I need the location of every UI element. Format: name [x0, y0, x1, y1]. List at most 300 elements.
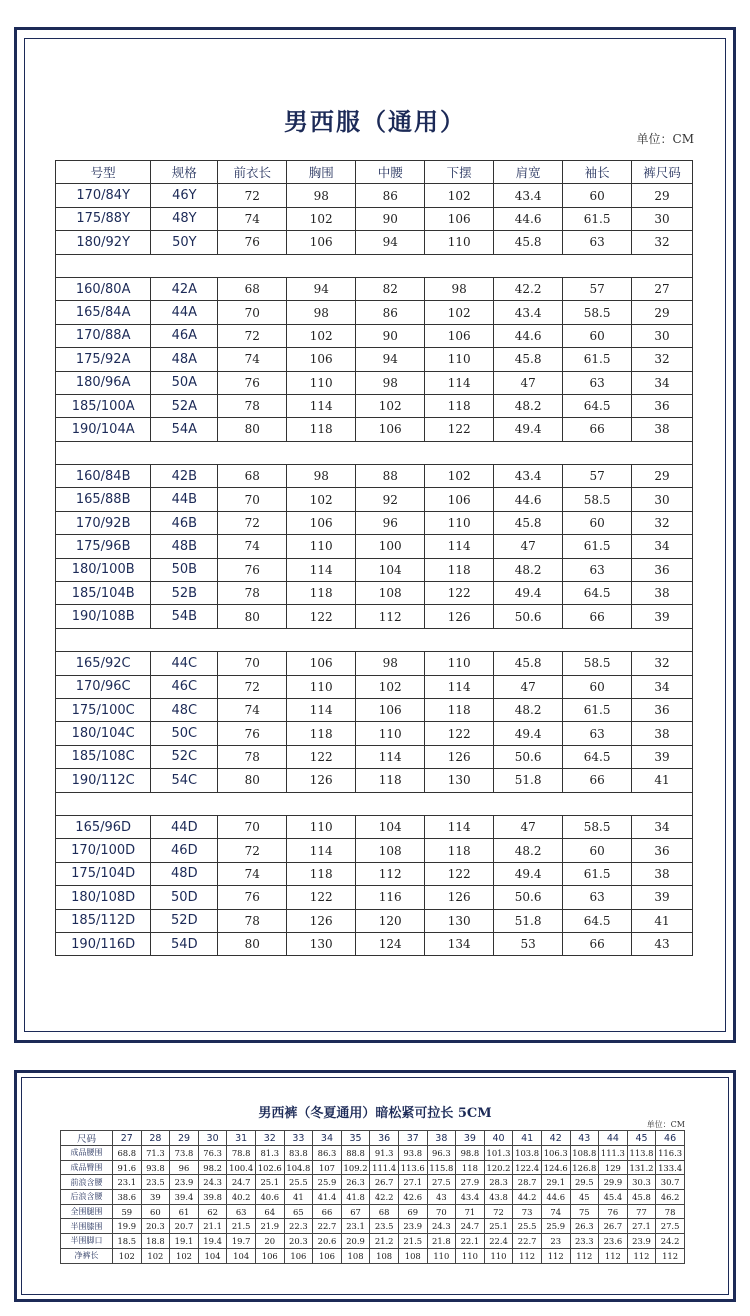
table-cell: 52A	[151, 394, 218, 417]
table-cell: 29.1	[541, 1175, 570, 1190]
table-row	[61, 1175, 685, 1190]
table-cell: 43.8	[484, 1190, 513, 1205]
table-cell: 48Y	[151, 207, 218, 230]
table-cell: 46.2	[656, 1190, 685, 1205]
table-cell: 60	[563, 839, 632, 862]
table-cell: 22.3	[284, 1219, 313, 1234]
table-cell: 80	[218, 932, 287, 955]
table-cell: 48.2	[494, 394, 563, 417]
group-separator-row	[56, 628, 693, 651]
table-cell: 63	[563, 886, 632, 909]
table-cell: 21.1	[198, 1219, 227, 1234]
table-cell: 20.7	[170, 1219, 199, 1234]
table-row	[56, 465, 693, 488]
group-separator-row	[56, 792, 693, 815]
table-cell: 30.3	[627, 1175, 656, 1190]
table-row	[61, 1190, 685, 1205]
size-header: 37	[398, 1131, 427, 1146]
column-header: 尺码	[61, 1131, 113, 1146]
column-header: 胸围	[287, 161, 356, 184]
table-cell: 44B	[151, 488, 218, 511]
table-cell: 44.6	[494, 324, 563, 347]
table-cell: 24.3	[427, 1219, 456, 1234]
table-cell: 118	[287, 862, 356, 885]
table-cell: 83.8	[284, 1146, 313, 1161]
column-header: 号型	[56, 161, 151, 184]
table-cell: 94	[356, 231, 425, 254]
table-cell: 38	[632, 722, 693, 745]
table-cell: 63	[563, 371, 632, 394]
table-cell: 32	[632, 652, 693, 675]
table-cell: 26.3	[341, 1175, 370, 1190]
table-cell: 40.2	[227, 1190, 256, 1205]
table-cell: 65	[284, 1204, 313, 1219]
table-cell: 78	[218, 582, 287, 605]
size-header: 46	[656, 1131, 685, 1146]
table-cell: 73	[513, 1204, 542, 1219]
table-cell: 21.5	[227, 1219, 256, 1234]
table-cell: 94	[287, 277, 356, 300]
table-cell: 23.1	[341, 1219, 370, 1234]
table-cell: 72	[218, 675, 287, 698]
table-cell: 76.3	[198, 1146, 227, 1161]
table-cell: 27.1	[627, 1219, 656, 1234]
table-cell: 126	[287, 909, 356, 932]
table-cell: 48A	[151, 348, 218, 371]
size-header: 27	[113, 1131, 142, 1146]
table-cell: 44A	[151, 301, 218, 324]
table-cell: 114	[425, 675, 494, 698]
table-cell: 104.8	[284, 1160, 313, 1175]
table-row	[56, 605, 693, 628]
table-cell: 110	[425, 652, 494, 675]
table-row	[56, 511, 693, 534]
table-cell: 46A	[151, 324, 218, 347]
table-cell: 51.8	[494, 909, 563, 932]
table-row	[56, 277, 693, 300]
table-cell: 68.8	[113, 1146, 142, 1161]
table-cell: 29	[632, 465, 693, 488]
table-cell: 106	[425, 488, 494, 511]
table-cell: 43	[632, 932, 693, 955]
table-cell: 30	[632, 207, 693, 230]
table-cell: 48.2	[494, 558, 563, 581]
table-cell: 88.8	[341, 1146, 370, 1161]
table-cell: 48B	[151, 535, 218, 558]
table-cell: 103.8	[513, 1146, 542, 1161]
table-cell: 111.4	[370, 1160, 399, 1175]
table-cell: 45.4	[599, 1190, 628, 1205]
table-cell: 100	[356, 535, 425, 558]
table-cell: 19.4	[198, 1234, 227, 1249]
table-cell: 76	[218, 371, 287, 394]
table-cell: 61.5	[563, 535, 632, 558]
table-cell: 74	[218, 207, 287, 230]
table-cell: 185/104B	[56, 582, 151, 605]
column-header: 规格	[151, 161, 218, 184]
table-cell: 64.5	[563, 582, 632, 605]
size-header: 44	[599, 1131, 628, 1146]
table-cell: 111.3	[599, 1146, 628, 1161]
table-cell: 25.1	[255, 1175, 284, 1190]
table-cell: 190/116D	[56, 932, 151, 955]
table-cell: 52C	[151, 745, 218, 768]
table-cell: 61.5	[563, 207, 632, 230]
table-row	[61, 1248, 685, 1263]
table-cell: 36	[632, 698, 693, 721]
table-cell: 63	[563, 558, 632, 581]
table-cell: 52B	[151, 582, 218, 605]
table-row	[56, 488, 693, 511]
table-cell: 42.2	[494, 277, 563, 300]
table-cell: 75	[570, 1204, 599, 1219]
table-cell: 38	[632, 862, 693, 885]
table-cell: 42.6	[398, 1190, 427, 1205]
table-cell: 25.5	[284, 1175, 313, 1190]
table-cell: 38	[632, 418, 693, 441]
size-header: 30	[198, 1131, 227, 1146]
trousers-table-header	[61, 1131, 685, 1146]
table-cell: 45.8	[494, 231, 563, 254]
table-cell: 54D	[151, 932, 218, 955]
table-cell: 114	[287, 558, 356, 581]
table-cell: 116	[356, 886, 425, 909]
separator-cell	[56, 254, 693, 277]
table-cell: 104	[356, 815, 425, 838]
table-cell: 170/88A	[56, 324, 151, 347]
table-cell: 64.5	[563, 909, 632, 932]
table-cell: 23.5	[141, 1175, 170, 1190]
table-cell: 63	[563, 231, 632, 254]
table-cell: 43.4	[494, 301, 563, 324]
table-cell: 71.3	[141, 1146, 170, 1161]
table-cell: 50B	[151, 558, 218, 581]
table-cell: 90	[356, 207, 425, 230]
table-cell: 62	[198, 1204, 227, 1219]
table-row	[56, 886, 693, 909]
table-cell: 72	[218, 324, 287, 347]
table-cell: 110	[287, 535, 356, 558]
table-cell: 29.9	[599, 1175, 628, 1190]
table-cell: 118	[287, 418, 356, 441]
table-cell: 120.2	[484, 1160, 513, 1175]
table-row	[56, 722, 693, 745]
table-cell: 108.8	[570, 1146, 599, 1161]
table-cell: 24.2	[656, 1234, 685, 1249]
table-row	[56, 932, 693, 955]
table-cell: 110	[287, 675, 356, 698]
table-cell: 26.3	[570, 1219, 599, 1234]
size-header: 39	[456, 1131, 485, 1146]
table-cell: 53	[494, 932, 563, 955]
table-row	[56, 418, 693, 441]
row-label: 后浪含腰	[61, 1190, 113, 1205]
table-row	[56, 815, 693, 838]
table-row	[56, 394, 693, 417]
table-cell: 190/112C	[56, 769, 151, 792]
table-cell: 112	[356, 605, 425, 628]
table-cell: 170/100D	[56, 839, 151, 862]
size-header: 29	[170, 1131, 199, 1146]
row-label: 半围脚口	[61, 1234, 113, 1249]
table-cell: 27.9	[456, 1175, 485, 1190]
table-cell: 41.4	[313, 1190, 342, 1205]
table-cell: 110	[287, 371, 356, 394]
table-cell: 122	[287, 605, 356, 628]
table-cell: 58.5	[563, 488, 632, 511]
table-cell: 61.5	[563, 698, 632, 721]
table-row	[56, 698, 693, 721]
table-cell: 28.7	[513, 1175, 542, 1190]
table-cell: 74	[541, 1204, 570, 1219]
table-cell: 107	[313, 1160, 342, 1175]
table-row	[61, 1219, 685, 1234]
table-cell: 42.2	[370, 1190, 399, 1205]
table-cell: 43.4	[494, 465, 563, 488]
table-cell: 70	[218, 488, 287, 511]
column-header: 下摆	[425, 161, 494, 184]
size-header: 36	[370, 1131, 399, 1146]
size-header: 41	[513, 1131, 542, 1146]
table-cell: 112	[599, 1248, 628, 1263]
table-cell: 112	[541, 1248, 570, 1263]
column-header: 裤尺码	[632, 161, 693, 184]
table-cell: 41	[284, 1190, 313, 1205]
table-cell: 69	[398, 1204, 427, 1219]
table-cell: 41	[632, 909, 693, 932]
jacket-size-table	[55, 160, 693, 956]
table-cell: 131.2	[627, 1160, 656, 1175]
table-cell: 30	[632, 488, 693, 511]
table-cell: 114	[287, 394, 356, 417]
table-cell: 102	[287, 488, 356, 511]
table-cell: 106	[425, 207, 494, 230]
table-cell: 165/84A	[56, 301, 151, 324]
table-cell: 120	[356, 909, 425, 932]
table-cell: 21.8	[427, 1234, 456, 1249]
table-row	[56, 862, 693, 885]
table-cell: 118	[356, 769, 425, 792]
table-cell: 190/108B	[56, 605, 151, 628]
table-cell: 98.8	[456, 1146, 485, 1161]
table-cell: 70	[218, 652, 287, 675]
table-cell: 93.8	[141, 1160, 170, 1175]
table-cell: 42B	[151, 465, 218, 488]
table-cell: 45.8	[494, 652, 563, 675]
table-cell: 165/88B	[56, 488, 151, 511]
table-cell: 80	[218, 769, 287, 792]
table-cell: 185/108C	[56, 745, 151, 768]
table-cell: 110	[456, 1248, 485, 1263]
table-cell: 185/112D	[56, 909, 151, 932]
table-cell: 61.5	[563, 348, 632, 371]
table-cell: 74	[218, 535, 287, 558]
table-cell: 86	[356, 184, 425, 207]
table-cell: 34	[632, 815, 693, 838]
table-cell: 102	[425, 465, 494, 488]
table-cell: 39	[632, 886, 693, 909]
table-cell: 29	[632, 301, 693, 324]
table-cell: 98	[287, 301, 356, 324]
table-cell: 102	[141, 1248, 170, 1263]
table-cell: 104	[356, 558, 425, 581]
table-cell: 106	[287, 348, 356, 371]
table-cell: 22.4	[484, 1234, 513, 1249]
table-cell: 134	[425, 932, 494, 955]
table-cell: 80	[218, 418, 287, 441]
table-cell: 72	[218, 839, 287, 862]
table-cell: 66	[563, 418, 632, 441]
table-cell: 64.5	[563, 394, 632, 417]
table-cell: 110	[287, 815, 356, 838]
table-cell: 57	[563, 277, 632, 300]
table-cell: 46C	[151, 675, 218, 698]
size-header: 32	[255, 1131, 284, 1146]
row-label: 净裤长	[61, 1248, 113, 1263]
table-cell: 98	[356, 652, 425, 675]
table-cell: 106	[356, 418, 425, 441]
table-cell: 106.3	[541, 1146, 570, 1161]
table-cell: 112	[656, 1248, 685, 1263]
size-header: 35	[341, 1131, 370, 1146]
table-cell: 72	[218, 184, 287, 207]
table-cell: 18.5	[113, 1234, 142, 1249]
table-cell: 54A	[151, 418, 218, 441]
table-cell: 110	[356, 722, 425, 745]
table-cell: 106	[313, 1248, 342, 1263]
table-cell: 90	[356, 324, 425, 347]
table-row	[56, 371, 693, 394]
table-cell: 124	[356, 932, 425, 955]
table-cell: 118	[425, 558, 494, 581]
table-cell: 175/92A	[56, 348, 151, 371]
table-cell: 20.3	[284, 1234, 313, 1249]
table-cell: 23.3	[570, 1234, 599, 1249]
table-cell: 32	[632, 348, 693, 371]
table-row	[56, 207, 693, 230]
table-cell: 102	[287, 207, 356, 230]
table-cell: 96	[170, 1160, 199, 1175]
table-cell: 34	[632, 535, 693, 558]
table-cell: 47	[494, 815, 563, 838]
table-cell: 160/80A	[56, 277, 151, 300]
table-cell: 50A	[151, 371, 218, 394]
table-cell: 47	[494, 535, 563, 558]
table-cell: 130	[425, 769, 494, 792]
table-cell: 76	[218, 231, 287, 254]
table-cell: 190/104A	[56, 418, 151, 441]
table-cell: 82	[356, 277, 425, 300]
table-cell: 38.6	[113, 1190, 142, 1205]
table-cell: 60	[563, 324, 632, 347]
size-header: 43	[570, 1131, 599, 1146]
table-row	[56, 535, 693, 558]
row-label: 成品腰围	[61, 1146, 113, 1161]
table-cell: 180/96A	[56, 371, 151, 394]
table-cell: 130	[425, 909, 494, 932]
table-cell: 43.4	[456, 1190, 485, 1205]
table-cell: 106	[255, 1248, 284, 1263]
table-cell: 102	[113, 1248, 142, 1263]
table-cell: 19.9	[113, 1219, 142, 1234]
column-header: 前衣长	[218, 161, 287, 184]
table-cell: 101.3	[484, 1146, 513, 1161]
separator-cell	[56, 628, 693, 651]
table-cell: 23.5	[370, 1219, 399, 1234]
table-cell: 45.8	[627, 1190, 656, 1205]
group-separator-row	[56, 441, 693, 464]
table-cell: 96.3	[427, 1146, 456, 1161]
table-cell: 61	[170, 1204, 199, 1219]
table-cell: 63	[563, 722, 632, 745]
table-cell: 21.9	[255, 1219, 284, 1234]
table-cell: 23.6	[599, 1234, 628, 1249]
table-cell: 27.1	[398, 1175, 427, 1190]
table-cell: 30.7	[656, 1175, 685, 1190]
table-cell: 86.3	[313, 1146, 342, 1161]
table-cell: 170/96C	[56, 675, 151, 698]
table-cell: 48.2	[494, 839, 563, 862]
table-row	[56, 769, 693, 792]
separator-cell	[56, 792, 693, 815]
table-cell: 102	[287, 324, 356, 347]
table-cell: 115.8	[427, 1160, 456, 1175]
table-cell: 43.4	[494, 184, 563, 207]
table-cell: 39.4	[170, 1190, 199, 1205]
table-cell: 25.9	[541, 1219, 570, 1234]
table-cell: 57	[563, 465, 632, 488]
separator-cell	[56, 441, 693, 464]
table-cell: 114	[356, 745, 425, 768]
table-cell: 45.8	[494, 348, 563, 371]
table-cell: 78	[218, 394, 287, 417]
table-row	[61, 1146, 685, 1161]
table-cell: 129	[599, 1160, 628, 1175]
table-cell: 76	[599, 1204, 628, 1219]
table-cell: 48D	[151, 862, 218, 885]
table-cell: 118	[425, 839, 494, 862]
trousers-unit: 单位：CM	[646, 1120, 685, 1129]
table-cell: 126	[425, 745, 494, 768]
table-cell: 40.6	[255, 1190, 284, 1205]
table-cell: 29.5	[570, 1175, 599, 1190]
table-cell: 44D	[151, 815, 218, 838]
table-cell: 180/100B	[56, 558, 151, 581]
table-cell: 78.8	[227, 1146, 256, 1161]
table-cell: 44C	[151, 652, 218, 675]
table-cell: 175/104D	[56, 862, 151, 885]
table-cell: 39	[632, 745, 693, 768]
table-cell: 110	[425, 511, 494, 534]
table-row	[56, 652, 693, 675]
table-cell: 50C	[151, 722, 218, 745]
size-header: 28	[141, 1131, 170, 1146]
table-cell: 50.6	[494, 605, 563, 628]
table-cell: 36	[632, 558, 693, 581]
table-cell: 106	[287, 652, 356, 675]
table-cell: 104	[227, 1248, 256, 1263]
table-cell: 66	[563, 932, 632, 955]
table-cell: 114	[425, 371, 494, 394]
table-cell: 108	[341, 1248, 370, 1263]
table-cell: 48.2	[494, 698, 563, 721]
table-cell: 27	[632, 277, 693, 300]
table-cell: 60	[141, 1204, 170, 1219]
table-cell: 50D	[151, 886, 218, 909]
table-cell: 34	[632, 371, 693, 394]
table-cell: 64.5	[563, 745, 632, 768]
table-cell: 175/96B	[56, 535, 151, 558]
